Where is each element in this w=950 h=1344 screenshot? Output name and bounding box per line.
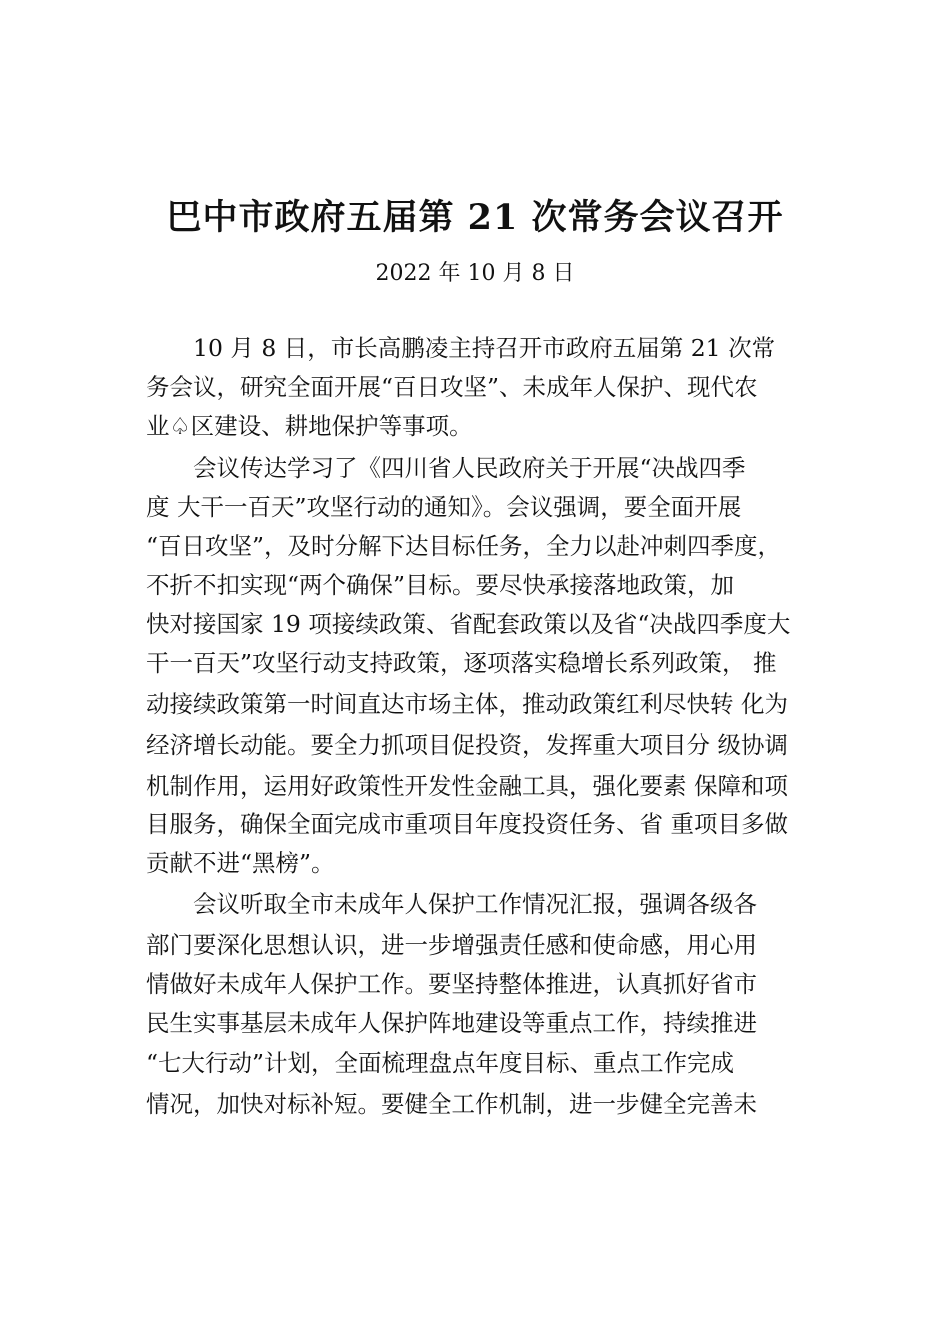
document-title: 巴中市政府五届第 21 次常务会议召开 [166, 197, 784, 238]
paragraph-3-line-6: 情况，加快对标补短。要健全工作机制，进一步健全完善未 [146, 1090, 757, 1118]
paragraph-1-line-2: 务会议，研究全面开展“百日攻坚”、未成年人保护、现代农 [146, 373, 758, 401]
paragraph-2-line-5: 快对接国家 19 项接续政策、省配套政策以及省“决战四季度大 [146, 610, 791, 638]
paragraph-2-line-2: 度 大干一百天”攻坚行动的通知》。会议强调，要全面开展 [146, 493, 742, 521]
paragraph-3-line-5: “七大行动”计划，全面梳理盘点年度目标、重点工作完成 [146, 1049, 735, 1077]
paragraph-2-line-9: 机制作用，运用好政策性开发性金融工具，强化要素 保障和项 [146, 772, 788, 800]
paragraph-2-line-3: “百日攻坚”，及时分解下达目标任务，全力以赴冲刺四季度， [146, 532, 782, 560]
paragraph-3-line-2: 部门要深化思想认识，进一步增强责任感和使命感，用心用 [146, 931, 757, 959]
paragraph-3-line-3: 情做好未成年人保护工作。要坚持整体推进，认真抓好省市 [146, 970, 757, 998]
paragraph-2-line-4: 不折不扣实现“两个确保”目标。要尽快承接落地政策，加 [146, 571, 735, 599]
paragraph-2-line-7: 动接续政策第一时间直达市场主体，推动政策红利尽快转 化为 [146, 690, 788, 718]
paragraph-3-line-1: 会议听取全市未成年人保护工作情况汇报，强调各级各 [193, 890, 757, 918]
paragraph-1-line-1: 10 月 8 日，市长高鹏凌主持召开市政府五届第 21 次常 [193, 334, 776, 362]
paragraph-1-line-3: 业♤区建设、耕地保护等事项。 [146, 412, 473, 440]
document-date: 2022 年 10 月 8 日 [375, 261, 575, 286]
paragraph-2-line-8: 经济增长动能。要全力抓项目促投资，发挥重大项目分 级协调 [146, 731, 788, 759]
paragraph-2-line-6: 干一百天”攻坚行动支持政策，逐项落实稳增长系列政策， 推 [146, 649, 777, 677]
paragraph-2-line-1: 会议传达学习了《四川省人民政府关于开展“决战四季 [193, 454, 746, 482]
paragraph-3-line-4: 民生实事基层未成年人保护阵地建设等重点工作，持续推进 [146, 1009, 757, 1037]
paragraph-2-line-11: 贡献不进“黑榜”。 [146, 849, 335, 877]
paragraph-2-line-10: 目服务，确保全面完成市重项目年度投资任务、省 重项目多做 [146, 810, 788, 838]
